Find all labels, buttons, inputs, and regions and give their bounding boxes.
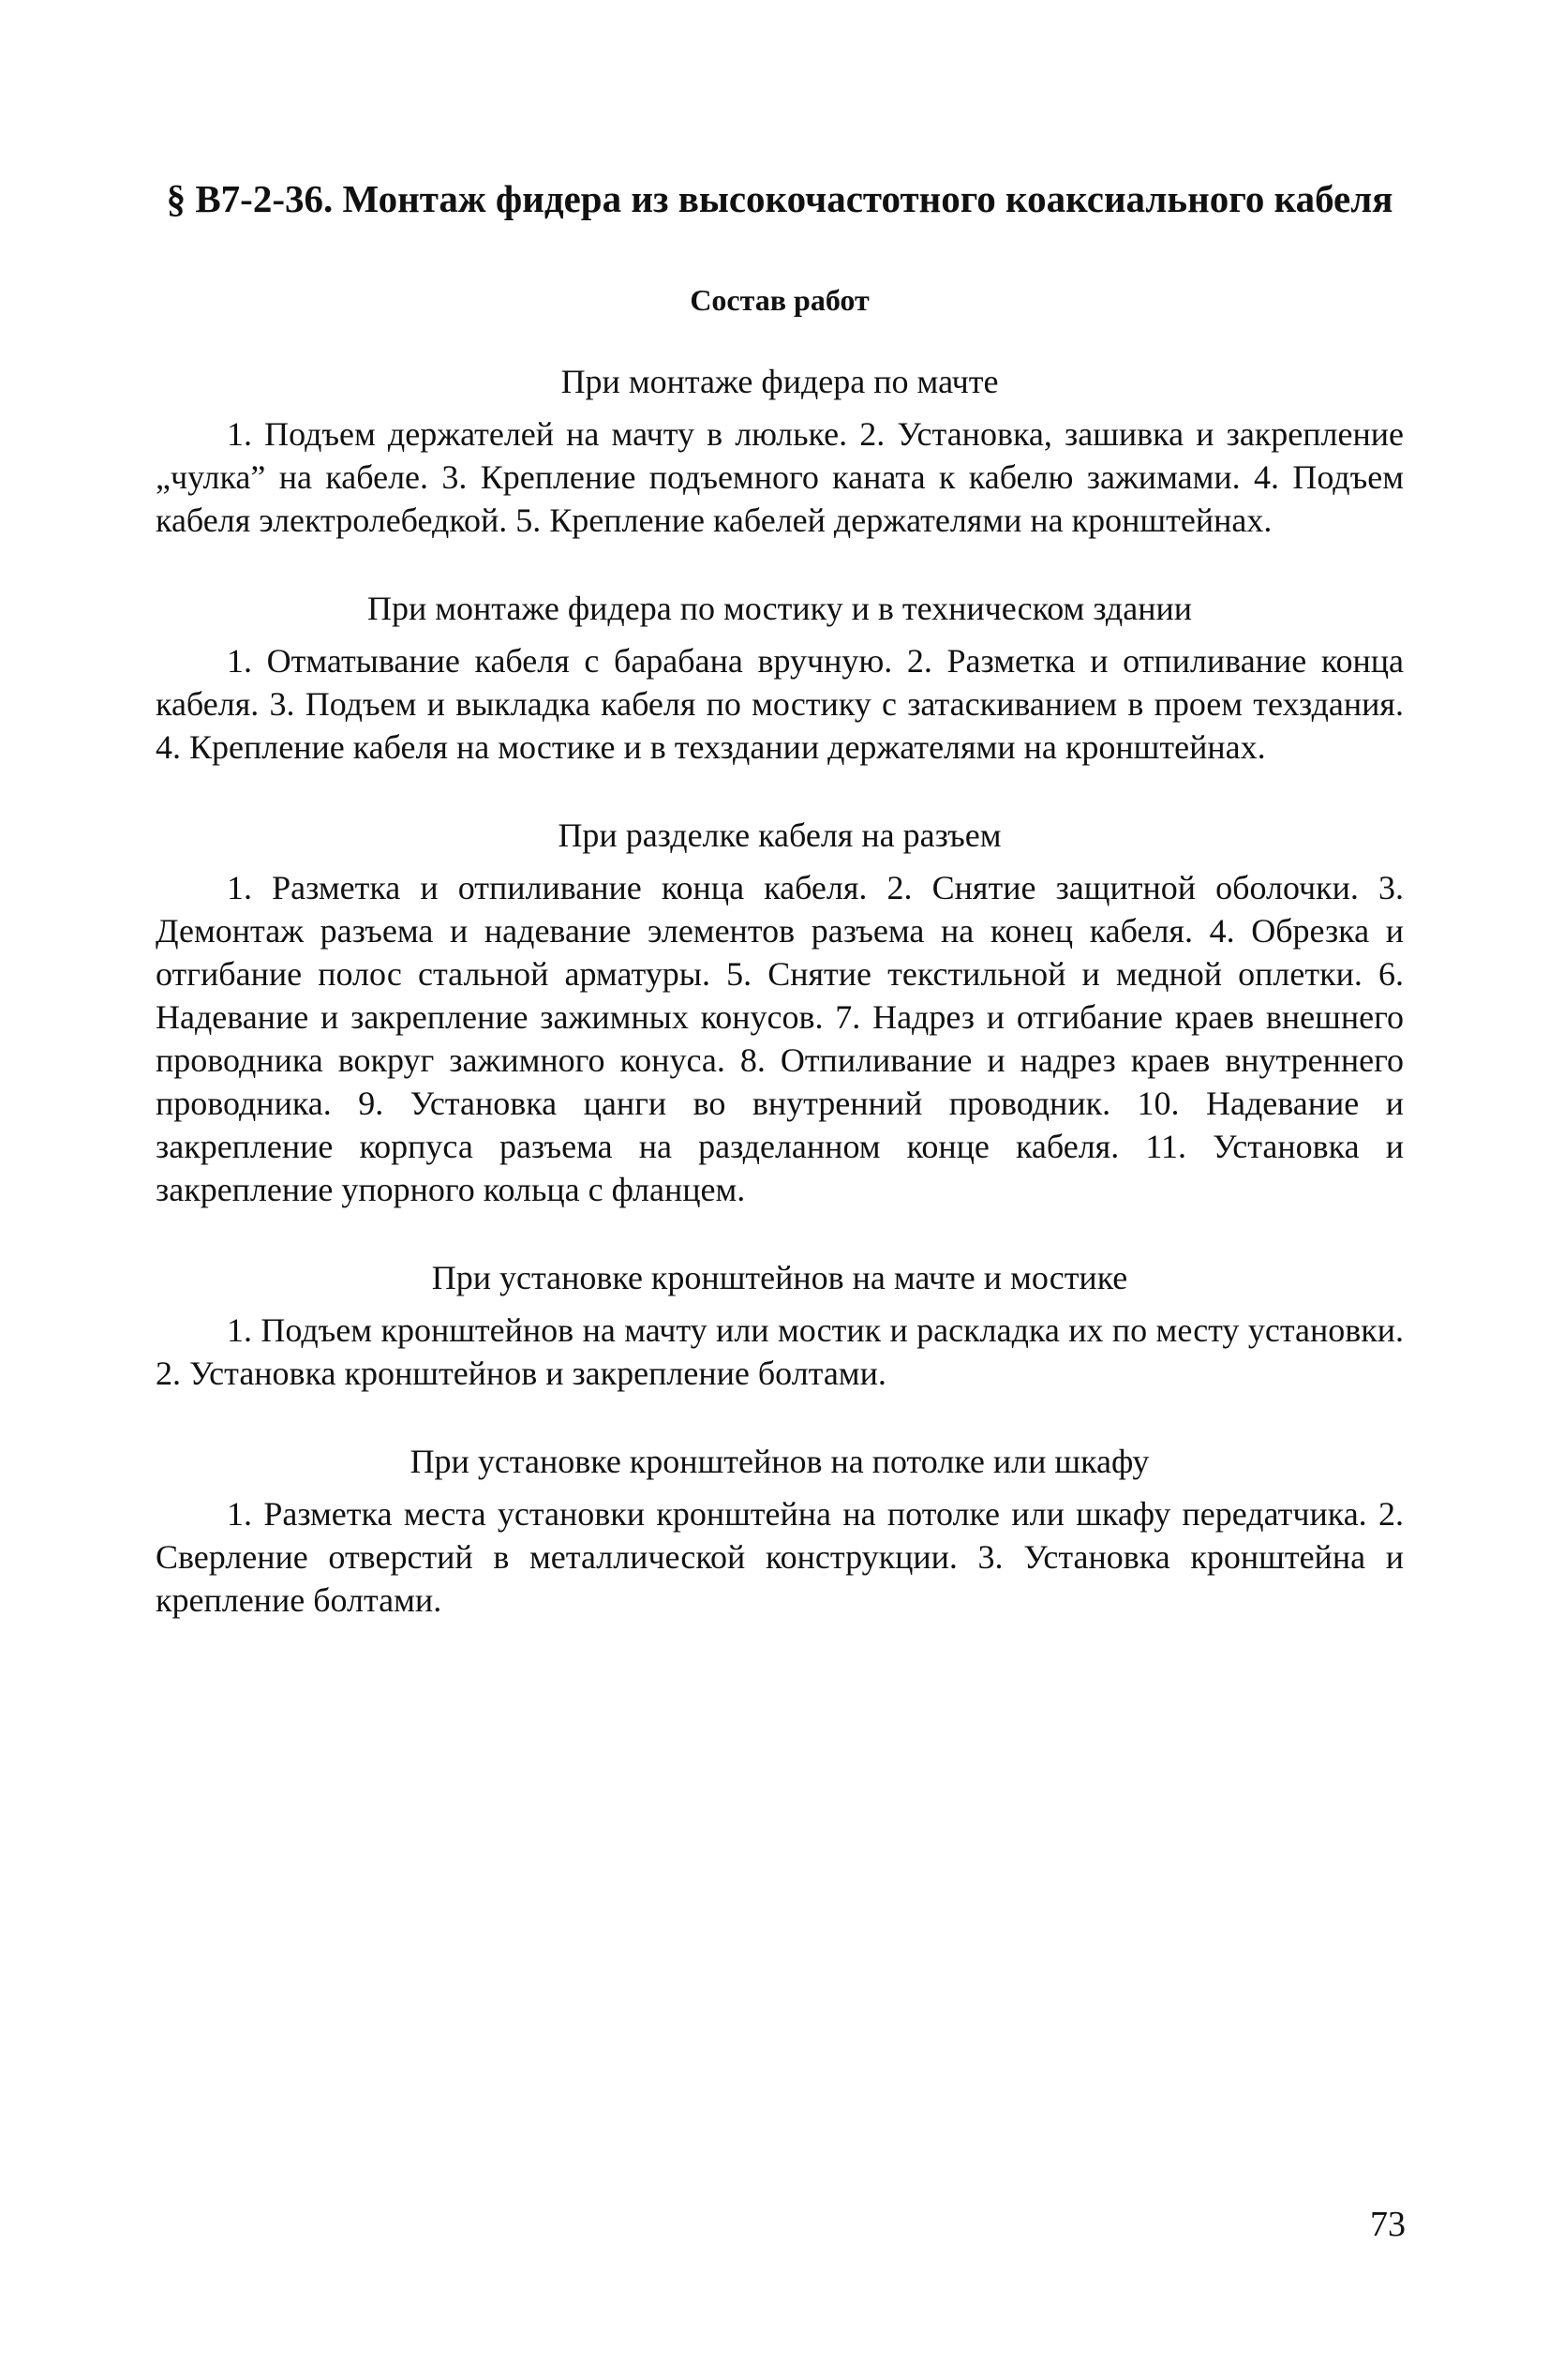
section-body: 1. Разметка и отпиливание конца кабеля. 2. Снятие защитной оболочки. 3. Демонтаж разъема и надевание элементов разъема на конец кабеля. 4. Обрезка и отгибание полос стальной арматуры. 5. Снятие текстильной и медной оплетки. 6. Надевание и закрепление зажимных конусов. 7. Надрез и отгибание краев внешнего проводника вокруг зажимного конуса. 8. Отпиливание и надрез краев внутреннего проводника. 9. Установка цанги во внутренний проводник. 10. Надевание и закрепление корпуса разъема на разделанном конце кабеля. 11. Установка и закрепление упорного кольца с фланцем. (156, 869, 1404, 1208)
section-body: 1. Разметка места установки кронштейна на потолке или шкафу передатчика. 2. Сверление отверстий в металлической конструкции. 3. Установка кронштейна и крепление болтами. (156, 1495, 1404, 1619)
page-content (156, 174, 1404, 1622)
section-mast-feeder (156, 360, 1404, 542)
section-heading: При установке кронштейнов на потолке или шкафу (410, 1443, 1150, 1480)
section-body: 1. Подъем держателей на мачту в люльке. 2. Установка, зашивка и закрепление „чулка” на кабеле. 3. Крепление подъемного каната к кабелю зажимами. 4. Подъем кабеля электролебедкой. 5. Крепление кабелей держателями на кронштейнах. (156, 415, 1404, 539)
section-body: 1. Подъем кронштейнов на мачту или мостик и раскладка их по месту установки. 2. Установка кронштейнов и закрепление болтами. (156, 1311, 1404, 1392)
section-heading: При установке кронштейнов на мачте и мостике (431, 1259, 1128, 1296)
section-cable-connector (156, 814, 1404, 1211)
section-heading: При монтаже фидера по мачте (560, 363, 999, 400)
section-body: 1. Отматывание кабеля с барабана вручную. 2. Разметка и отпиливание конца кабеля. 3. Подъем и выкладка кабеля по мостику с затаскиванием в проем техздания. 4. Крепление кабеля на мостике и в техздании держателями на кронштейнах. (156, 642, 1404, 766)
page-number: 73 (1370, 2205, 1406, 2244)
section-bridge-feeder (156, 587, 1404, 769)
section-heading: При монтаже фидера по мостику и в техническом здании (366, 590, 1192, 627)
section-heading: При разделке кабеля на разъем (558, 816, 1002, 854)
page-title: § В7-2-36. Монтаж фидера из высокочастотного коаксиального кабеля (166, 177, 1393, 220)
work-composition-heading: Состав работ (690, 283, 870, 317)
section-brackets-ceiling (156, 1440, 1404, 1622)
section-brackets-mast (156, 1256, 1404, 1395)
